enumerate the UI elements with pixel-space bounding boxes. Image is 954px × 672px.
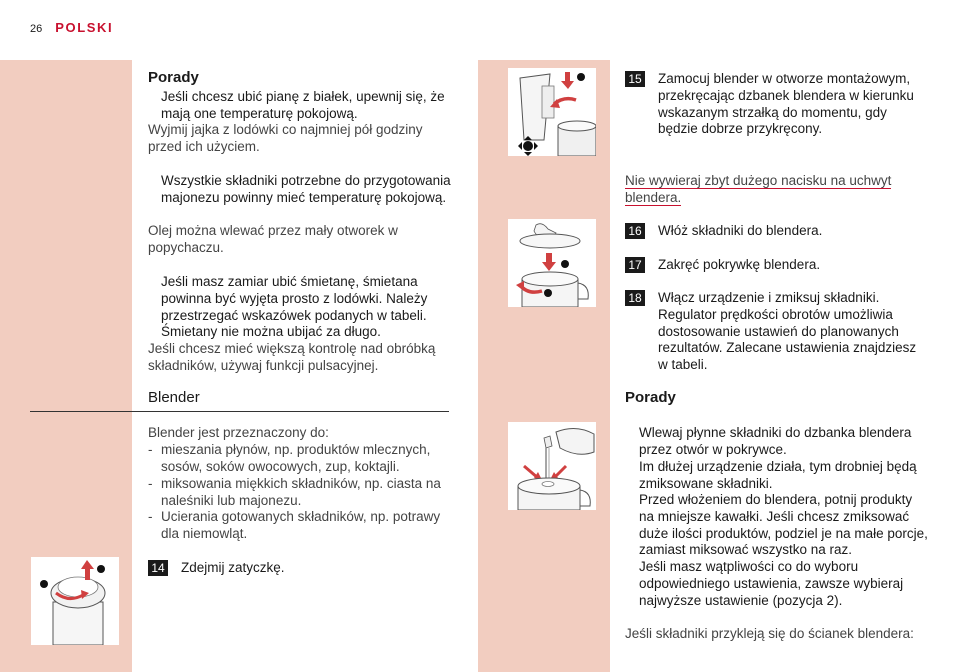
tip3-bold: Jeśli masz zamiar ubić śmietanę, śmietana powinna być wyjęta prosto z lodówki. Należy przestrzegać wskazówek podanych w tabeli. Śmietany nie można ubijać za długo. xyxy=(161,274,428,340)
warning-note xyxy=(625,173,930,207)
bullet-dash: - xyxy=(148,509,153,524)
bullet-item: mieszania płynów, np. produktów mlecznych, sosów, soków owocowych, zup, koktajli. xyxy=(161,442,431,474)
page-number: 26 xyxy=(30,23,43,35)
blender-mount-illustration xyxy=(508,68,596,156)
tip1-bold: Jeśli chcesz ubić pianę z białek, upewnij się, że mają one temperaturę pokojową. xyxy=(161,89,445,121)
tip-right: Wlewaj płynne składniki do dzbanka blendera przez otwór w pokrywce. xyxy=(639,425,912,457)
bullet-item: Ucierania gotowanych składników, np. potrawy dla niemowląt. xyxy=(161,509,441,541)
tip-right: Przed włożeniem do blendera, potnij produkty na mniejsze kawałki. Jeśli chcesz zmiksować duże ilości produktów, podziel je na małe porcje, zamiast miksować wszystko na raz. xyxy=(639,492,928,558)
language-label: POLSKI xyxy=(55,20,114,35)
section-title-blender: Blender xyxy=(148,389,200,406)
blender-lid-illustration xyxy=(508,219,596,307)
bullet-dash: - xyxy=(148,476,153,491)
blender-pour-illustration xyxy=(508,422,596,510)
section-divider xyxy=(30,411,449,412)
step-number: 15 xyxy=(625,71,645,87)
tip2-light: Olej można wlewać przez mały otworek w popychaczu. xyxy=(148,223,398,255)
step-text: Zdejmij zatyczkę. xyxy=(181,560,285,575)
step-text: Zamocuj blender w otworze montażowym, przekręcając dzbanek blendera w kierunku wskazanym strzałką do momentu, gdy będzie dobrze przykręcony. xyxy=(658,71,914,137)
page-header xyxy=(30,20,113,38)
tips-heading-left: Porady xyxy=(148,69,199,86)
warning-text: Nie wywieraj zbyt dużego nacisku na uchwyt blendera. xyxy=(625,173,892,205)
step-text: Zakręć pokrywkę blendera. xyxy=(658,257,821,272)
closing-line: Jeśli składniki przykleją się do ścianek blendera: xyxy=(625,626,914,641)
tip1-light: Wyjmij jajka z lodówki co najmniej pół godziny przed ich użyciem. xyxy=(148,122,423,154)
step-number: 14 xyxy=(148,560,168,576)
bullet-item: miksowania miękkich składników, np. ciasta na naleśniki lub majonezu. xyxy=(161,476,441,508)
step-number: 17 xyxy=(625,257,645,273)
blender-cap-illustration xyxy=(31,557,119,645)
bullet-dash: - xyxy=(148,442,153,457)
tip-right: Im dłużej urządzenie działa, tym drobniej będą zmiksowane składniki. xyxy=(639,459,917,491)
blender-intro: Blender jest przeznaczony do: xyxy=(148,425,329,440)
tip-right: Jeśli masz wątpliwości co do wyboru odpowiedniego ustawienia, zawsze wybieraj najwyższe ustawienie (pozycja 2). xyxy=(639,559,904,608)
step-number: 16 xyxy=(625,223,645,239)
step-number: 18 xyxy=(625,290,645,306)
step-text: Włącz urządzenie i zmiksuj składniki. Regulator prędkości obrotów umożliwia dostosowanie ustawień do planowanych rezultatów. Zalecane ustawienia znajdziesz w tabeli. xyxy=(658,290,917,373)
step-text: Włóż składniki do blendera. xyxy=(658,223,823,238)
tip3-light: Jeśli chcesz mieć większą kontrolę nad obróbką składników, używaj funkcji pulsacyjnej. xyxy=(148,341,436,373)
tips-heading-right: Porady xyxy=(625,389,676,406)
tip2-bold: Wszystkie składniki potrzebne do przygotowania majonezu powinny mieć temperaturę pokojową. xyxy=(161,173,451,205)
